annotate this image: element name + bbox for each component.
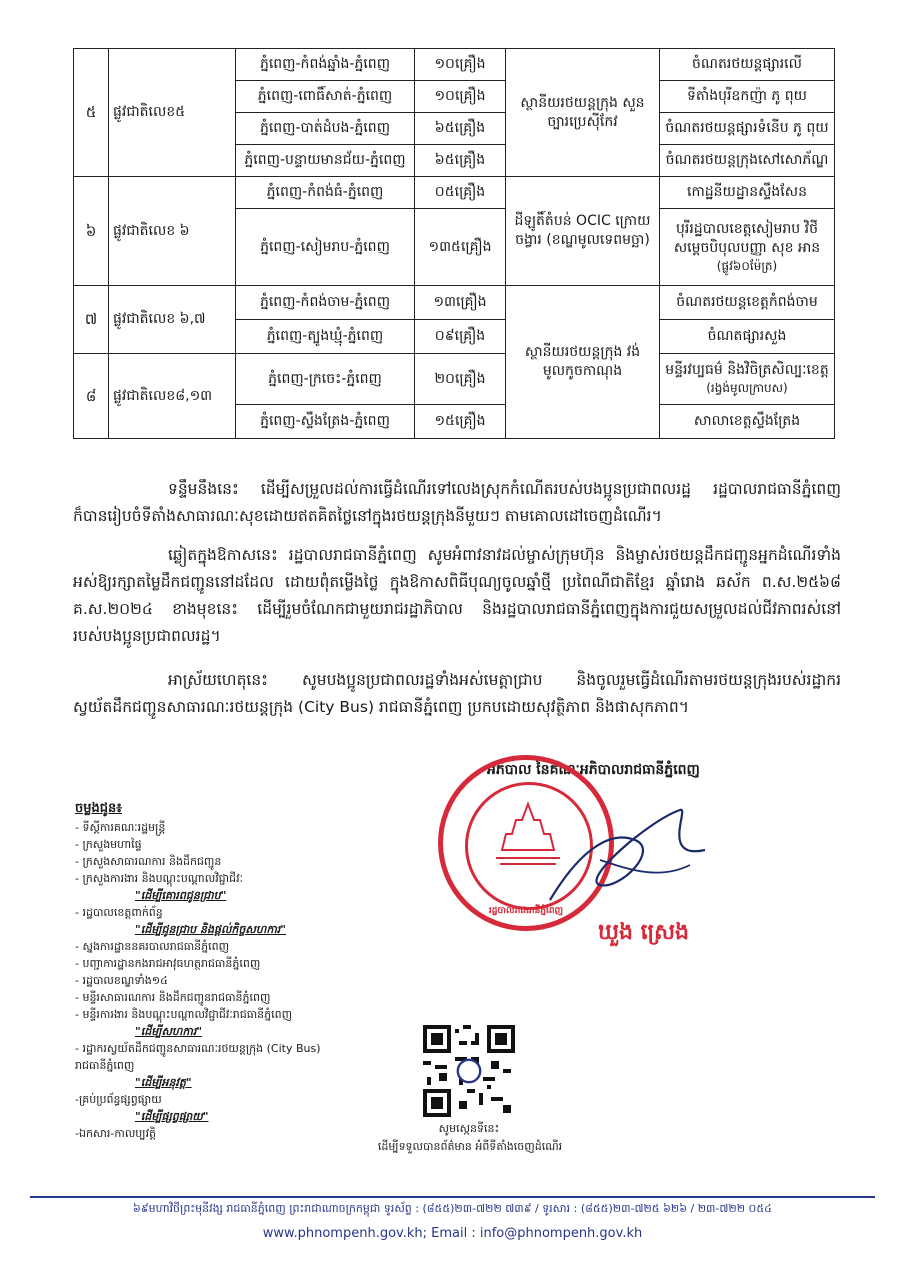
qr-code-icon bbox=[423, 1025, 515, 1117]
cc-recipient: -គ្រប់ប្រព័ន្ធផ្សព្វផ្សាយ bbox=[75, 1093, 162, 1106]
bus-count-cell: ២០គ្រឿង bbox=[415, 354, 506, 405]
terminal-cell: ដីឡូតិ៍តំបន់ OCIC ក្រោយចង្វារ (ខណ្ឌមូលទេពមច្ឆា) bbox=[506, 177, 660, 286]
stop-cell: ចំណតរថយន្តក្រុងសៅសោភ័ណ្ឌ bbox=[660, 145, 835, 177]
table-row bbox=[74, 177, 835, 209]
cc-purpose-note: "ដើម្បីផ្សព្វផ្សាយ" bbox=[135, 1110, 209, 1123]
cc-items bbox=[75, 819, 375, 1142]
stop-cell bbox=[660, 354, 835, 405]
table-row bbox=[74, 354, 835, 405]
cc-purpose-note: "ដើម្បីសហការ" bbox=[135, 1025, 203, 1038]
footer-contact: www.phnompenh.gov.kh; Email : info@phnompenh.gov.kh bbox=[262, 1226, 643, 1241]
cc-recipient: -ឯកសារ-កាលប្បវត្តិ bbox=[75, 1127, 157, 1140]
paragraph-price-appeal: ឆ្លៀតក្នុងឱកាសនេះ រដ្ឋបាលរាជធានីភ្នំពេញ សូមអំពាវនាវដល់ម្ចាស់ក្រុមហ៊ុន និងម្ចាស់រថយន្តដឹកជញ្ជូនអ្នកដំណើរទាំងអស់ឱ្យរក្សាតម្លៃដឹកជញ្ជូននៅដដែល ដោយពុំតម្លើងថ្លៃ ក្នុងឱកាសពិធីបុណ្យចូលឆ្នាំថ្មី ប្រពៃណីជាតិខ្មែរ ឆ្នាំរោង ឆស័ក ព.ស.២៥៦៨ គ.ស.២០២៤ ខាងមុខនេះ ដើម្បីរួមចំណែកជាមួយរាជរដ្ឋាភិបាល និងរដ្ឋបាលរាជធានីភ្នំពេញក្នុងការជួយសម្រួលដល់ជីវភាពរស់នៅរបស់បងប្អូនប្រជាពលរដ្ឋ។ bbox=[73, 546, 841, 645]
stop-name: បុរីរដ្ឋបាលខេត្តសៀមរាប វិថីសម្ដេចបិបុលបញ្ញា សុខ អាន bbox=[673, 221, 821, 256]
stop-note: (ផ្លូវ៦០ម៉ែត្រ) bbox=[716, 258, 778, 273]
group-number: ៧ bbox=[74, 286, 109, 354]
route-cell: ភ្នំពេញ-កំពង់ធំ-ភ្នំពេញ bbox=[236, 177, 415, 209]
route-cell: ភ្នំពេញ-កំពង់ឆ្នាំង-ភ្នំពេញ bbox=[236, 49, 415, 81]
cc-recipient: រាជធានីភ្នំពេញ bbox=[75, 1059, 135, 1072]
signatory-name: ឃួង ស្រេង bbox=[598, 920, 690, 945]
road-name: ផ្លូវជាតិលេខ ៦ bbox=[109, 177, 236, 286]
stop-cell: ចំណតរថយន្តខេត្តកំពង់ចាម bbox=[660, 286, 835, 320]
bus-count-cell: ១០គ្រឿង bbox=[415, 81, 506, 113]
table-row bbox=[74, 286, 835, 320]
route-cell: ភ្នំពេញ-ក្រចេះ-ភ្នំពេញ bbox=[236, 354, 415, 405]
route-cell: ភ្នំពេញ-ស្ទឹងត្រែង-ភ្នំពេញ bbox=[236, 405, 415, 439]
cc-purpose-note: "ដើម្បីជូនជ្រាប និងផ្ដល់កិច្ចសហការ" bbox=[135, 923, 287, 936]
cc-recipient: - បញ្ជាការដ្ឋានកងរាជអាវុធហត្ថរាជធានីភ្នំពេញ bbox=[75, 957, 261, 970]
stop-cell: ចំណតរថយន្តផ្សារលើ bbox=[660, 49, 835, 81]
qr-caption-line2: ដើម្បីទទួលបានព័ត៌មាន អំពីទីតាំងចេញដំណើរ bbox=[377, 1140, 563, 1153]
cc-purpose-note: "ដើម្បីអនុវត្ត" bbox=[135, 1076, 192, 1089]
stop-cell: ចំណតរថយន្តផ្សារទំនើប ភូ ពុយ bbox=[660, 113, 835, 145]
bus-count-cell: ០៩គ្រឿង bbox=[415, 320, 506, 354]
bus-count-cell: ០៥គ្រឿង bbox=[415, 177, 506, 209]
bus-count-cell: ៦៥គ្រឿង bbox=[415, 113, 506, 145]
bus-count-cell: ៦៥គ្រឿង bbox=[415, 145, 506, 177]
terminal-cell: ស្ថានីយរថយន្តក្រុង វង់មូលកូចកាណុង bbox=[506, 286, 660, 439]
route-cell: ភ្នំពេញ-ត្បូងឃ្មុំ-ភ្នំពេញ bbox=[236, 320, 415, 354]
cc-purpose-note: "ដើម្បីគោរពជូនជ្រាប" bbox=[135, 889, 227, 902]
qr-caption-line1: សូមស្កេនទីនេះ bbox=[438, 1122, 500, 1135]
route-cell: ភ្នំពេញ-បន្ទាយមានជ័យ-ភ្នំពេញ bbox=[236, 145, 415, 177]
signatory-title: អភិបាល នៃគណៈអភិបាលរាជធានីភ្នំពេញ bbox=[487, 762, 700, 778]
stop-cell: កោដ្ឋនីយដ្ឋានស្ទឹងសែន bbox=[660, 177, 835, 209]
cc-title: ចម្លងជូន៖ bbox=[75, 801, 122, 816]
footer-divider bbox=[30, 1196, 875, 1198]
cc-list bbox=[75, 800, 375, 1142]
table-row bbox=[74, 49, 835, 81]
stop-note: (រង្វង់មូលក្រាបស) bbox=[706, 381, 788, 396]
cc-recipient: - ក្រសួងការងារ និងបណ្ដុះបណ្ដាលវិជ្ជាជីវៈ bbox=[75, 872, 243, 885]
cc-recipient: - មន្ទីរសាធារណការ និងដឹកជញ្ជូនរាជធានីភ្នំពេញ bbox=[75, 991, 271, 1004]
paragraph-conclusion: អាស្រ័យហេតុនេះ សូមបងប្អូនប្រជាពលរដ្ឋទាំងអស់មេត្តាជ្រាប និងចូលរួមធ្វើដំណើរតាមរថយន្តក្រុងរបស់រដ្ឋាករស្វយ័តដឹកជញ្ជូនសាធារណៈរថយន្តក្រុង (City Bus) រាជធានីភ្នំពេញ ប្រកបដោយសុវត្ថិភាព និងផាសុកភាព។ bbox=[73, 671, 841, 716]
footer-address: ៦៩មហាវិថីព្រះមុនីវង្ស រាជធានីភ្នំពេញ ព្រះរាជាណាចក្រកម្ពុជា ទូរស័ព្ទ : (៨៥៥)២៣-៧២២ ៧៣៩ / ទូរសារ : (៨៥៥)២៣-៧២៥ ៦២៦ / ២៣-៧២២ ០៥៤ bbox=[133, 1202, 772, 1215]
signature-scribble-icon bbox=[540, 790, 710, 920]
cc-recipient: - មន្ទីរការងារ និងបណ្ដុះបណ្ដាលវិជ្ជាជីវៈរាជធានីភ្នំពេញ bbox=[75, 1008, 293, 1021]
route-cell: ភ្នំពេញ-កំពង់ចាម-ភ្នំពេញ bbox=[236, 286, 415, 320]
seal-text: រដ្ឋបាលរាជធានីភ្នំពេញ bbox=[488, 906, 564, 916]
bus-count-cell: ១៣៥គ្រឿង bbox=[415, 209, 506, 286]
stop-cell: សាលាខេត្តស្ទឹងត្រែង bbox=[660, 405, 835, 439]
cc-recipient: - ទីស្ដីការគណៈរដ្ឋមន្ត្រី bbox=[75, 821, 166, 834]
stop-name: មន្ទីរវប្បធម៌ និងវិចិត្រសិល្បៈខេត្ត bbox=[665, 362, 829, 379]
stop-cell bbox=[660, 209, 835, 286]
cc-recipient: - ក្រសួងមហាផ្ទៃ bbox=[75, 838, 142, 851]
road-name: ផ្លូវជាតិលេខ៨,១៣ bbox=[109, 354, 236, 439]
group-number: ៦ bbox=[74, 177, 109, 286]
bus-count-cell: ១៥គ្រឿង bbox=[415, 405, 506, 439]
cc-recipient: - រដ្ឋាករស្វយ័តដឹកជញ្ជូនសាធារណៈរថយន្តក្រុង (City Bus) bbox=[75, 1042, 321, 1055]
cc-recipient: - ស្នងការដ្ឋាននគរបាលរាជធានីភ្នំពេញ bbox=[75, 940, 230, 953]
route-cell: ភ្នំពេញ-ពោធិ៍សាត់-ភ្នំពេញ bbox=[236, 81, 415, 113]
group-number: ៥ bbox=[74, 49, 109, 177]
road-name: ផ្លូវជាតិលេខ៥ bbox=[109, 49, 236, 177]
routes-table bbox=[73, 48, 835, 439]
route-cell: ភ្នំពេញ-សៀមរាប-ភ្នំពេញ bbox=[236, 209, 415, 286]
route-cell: ភ្នំពេញ-បាត់ដំបង-ភ្នំពេញ bbox=[236, 113, 415, 145]
cc-recipient: - រដ្ឋបាលខណ្ឌទាំង១៤ bbox=[75, 974, 168, 987]
paragraph-free-wifi: ទន្ទឹមនឹងនេះ ដើម្បីសម្រួលដល់ការធ្វើដំណើរទៅលេងស្រុកកំណើតរបស់បងប្អូនប្រជាពលរដ្ឋ រដ្ឋបាលរាជធានីភ្នំពេញ ក៏បានរៀបចំទីតាំងសាធារណៈសុខដោយឥតគិតថ្លៃនៅក្នុងរថយន្តក្រុងនីមួយៗ តាមគោលដៅចេញដំណើរ។ bbox=[73, 480, 841, 525]
cc-recipient: - រដ្ឋបាលខេត្តពាក់ព័ន្ធ bbox=[75, 906, 163, 919]
bus-count-cell: ១០គ្រឿង bbox=[415, 49, 506, 81]
road-name: ផ្លូវជាតិលេខ ៦,៧ bbox=[109, 286, 236, 354]
cc-recipient: - ក្រសួងសាធារណការ និងដឹកជញ្ជូន bbox=[75, 855, 222, 868]
terminal-cell: ស្ថានីយរថយន្តក្រុង សួនច្បារប្រេស៊ីកែវ bbox=[506, 49, 660, 177]
bus-count-cell: ១៣គ្រឿង bbox=[415, 286, 506, 320]
group-number: ៨ bbox=[74, 354, 109, 439]
stop-cell: ចំណតផ្សារសួង bbox=[660, 320, 835, 354]
stop-cell: ទីតាំងបុរីឧកញ៉ា ភូ ពុយ bbox=[660, 81, 835, 113]
